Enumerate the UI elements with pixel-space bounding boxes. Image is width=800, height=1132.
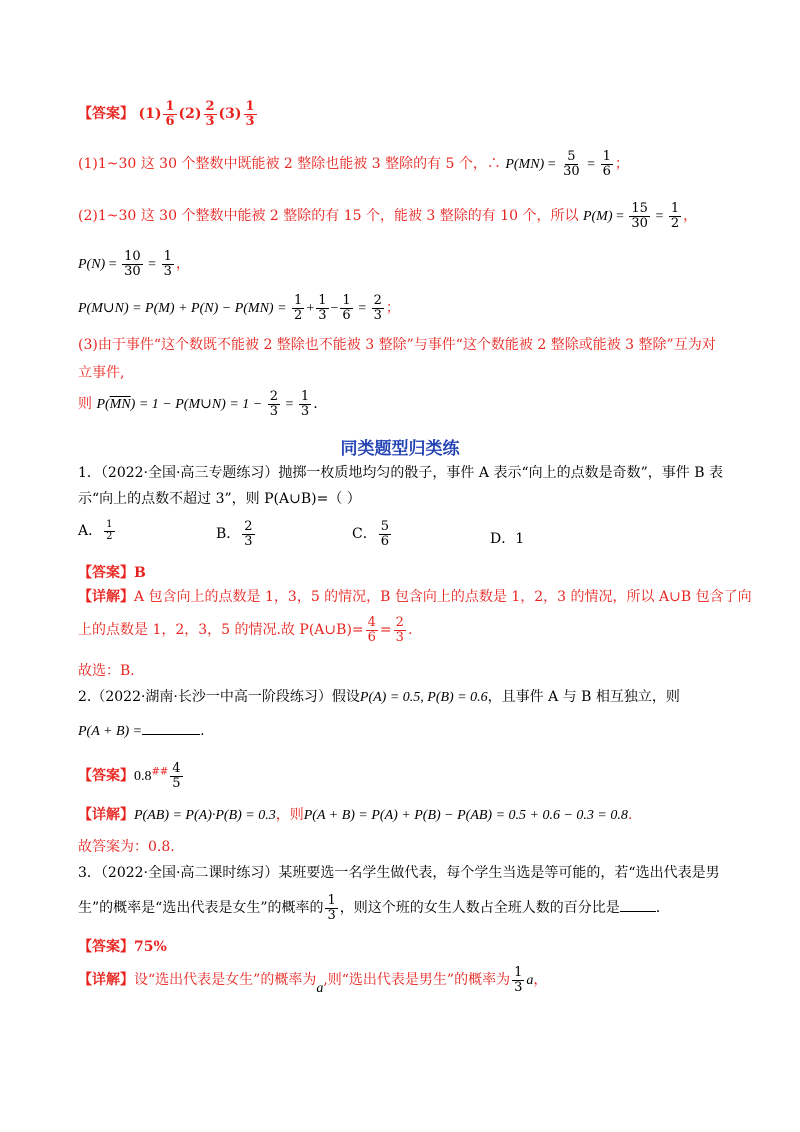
q3-stem-line2: 生”的概率是“选出代表是女生”的概率的 $\frac{1}{3}$ ，则这个班的女生人数占全班人数的百分比是 . xyxy=(78,893,661,923)
q1-conclusion: 故选：B． xyxy=(78,663,145,679)
q1-detail-line2: 上的点数是 1，2，3，5 的情况.故 P(A∪B)= $\frac{4}{6}$ = $\frac{2}{3}$ . xyxy=(78,615,413,645)
fraction: $\frac{1}{6}$ xyxy=(165,99,175,129)
solution-step-3-line1: (3)由于事件“这个数既不能被 2 整除也不能被 3 整除”与事件“这个数能被 2 整除或能被 3 整除”互为对 xyxy=(78,337,716,353)
q3-detail: 【详解】设“选出代表是女生”的概率为a,则“选出代表是男生”的概率为 $\frac{1}{3}$ a， xyxy=(78,965,548,997)
answer-blank[interactable] xyxy=(620,911,656,912)
answer-blank[interactable] xyxy=(142,734,200,735)
solution-step-3-formula: 则 $P(\overline{MN}) = 1$ − P(M∪N) = 1 − $\frac{2}{3}$ = $\frac{1}{3}$ . xyxy=(78,389,318,419)
q2-detail: 【详解】P(AB) = P(A)·P(B) = 0.3，则P(A + B) = P(A) + P(B) − P(AB) = 0.5 + 0.6 − 0.3 = 0.8. xyxy=(78,807,633,823)
answer-part-1: (1) xyxy=(138,106,162,123)
q3-answer: 【答案】75% xyxy=(78,939,167,955)
solution-step-2: (2)1~30 这 30 个整数中能被 2 整除的有 15 个，能被 3 整除的有 10 个，所以 P(M) = $\frac{15}{30}$ = $\frac{1}{2}$ ， xyxy=(78,201,698,231)
q1-answer: 【答案】B xyxy=(78,565,146,581)
q1-stem-line1: 1．（2022·全国·高三专题练习）抛掷一枚质地均匀的骰子，事件 A 表示“向上的点数是奇数”，事件 B 表 xyxy=(78,465,723,481)
solution-step-1: (1)1~30 这 30 个整数中既能被 2 整除也能被 3 整除的有 5 个，∴ P(MN) = $\frac{5}{30}$ = $\frac{1}{6}$ ； xyxy=(78,149,629,179)
q1-option-a: A． $\frac{1}{2}$ xyxy=(78,519,113,542)
answer-part-2: (2) xyxy=(178,106,202,123)
answer-tag: 【答案】 xyxy=(78,106,134,123)
q1-option-d: D．1 xyxy=(490,531,525,547)
q2-stem-line2: P(A + B) = . xyxy=(78,723,205,739)
q2-answer: 【答案】0.8## $\frac{4}{5}$ xyxy=(78,761,181,791)
q2-conclusion: 故答案为：0.8. xyxy=(78,839,175,855)
fraction: $\frac{2}{3}$ xyxy=(205,99,215,129)
section-title: 同类题型归类练 xyxy=(340,439,460,459)
q3-stem-line1: 3．（2022·全国·高二课时练习）某班要选一名学生做代表，每个学生当选是等可能的，若“选出代表是男 xyxy=(78,865,720,881)
solution-step-3-line2: 立事件, xyxy=(78,365,125,381)
q1-option-c: C． $\frac{5}{6}$ xyxy=(352,519,389,549)
solution-step-2b: P(N) = $\frac{10}{30}$ = $\frac{1}{3}$ ， xyxy=(78,249,190,279)
fraction: $\frac{1}{3}$ xyxy=(245,99,255,129)
prev-answer-line xyxy=(78,100,259,128)
q1-detail-line1: 【详解】A 包含向上的点数是 1，3，5 的情况，B 包含向上的点数是 1，2，3 的情况，所以 A∪B 包含了向 xyxy=(78,589,752,605)
q2-stem-line1: 2.（2022·湖南·长沙一中高一阶段练习）假设P(A) = 0.5, P(B) = 0.6，且事件 A 与 B 相互独立，则 xyxy=(78,689,680,705)
answer-part-3: (3) xyxy=(218,106,242,123)
solution-step-2c: P(M∪N) = P(M) + P(N) − P(MN) = $\frac{1}{2}$ + $\frac{1}{3}$ − $\frac{1}{6}$ = $\frac{2}{3}$ ； xyxy=(78,293,400,323)
q1-stem-line2: 示“向上的点数不超过 3”，则 P(A∪B)=（ ） xyxy=(78,491,361,507)
q1-option-b: B． $\frac{2}{3}$ xyxy=(216,519,253,549)
